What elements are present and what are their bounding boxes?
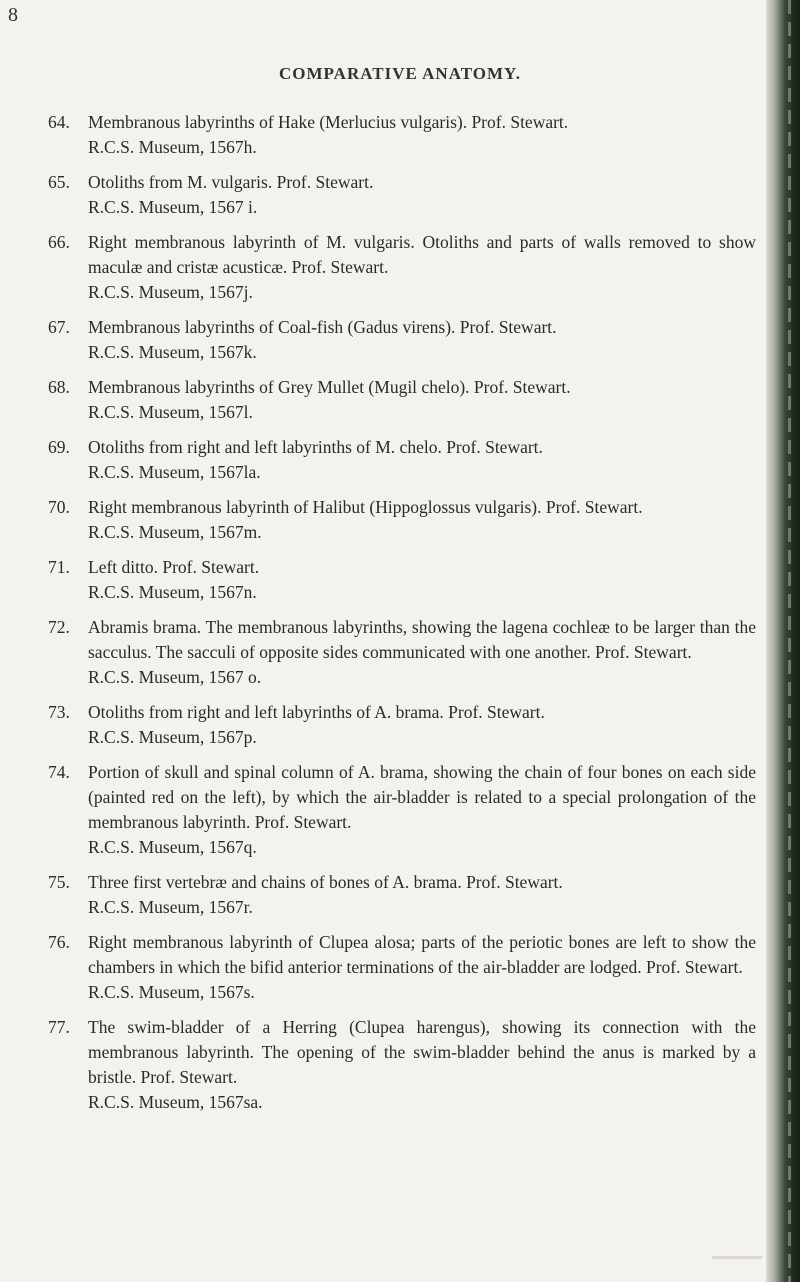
catalogue-entry	[48, 435, 756, 485]
entry-number: 76.	[48, 932, 70, 952]
entry-reference: R.C.S. Museum, 1567sa.	[88, 1092, 263, 1112]
entry-number: 69.	[48, 437, 70, 457]
entry-description: Otoliths from M. vulgaris. Prof. Stewart.	[88, 172, 374, 192]
entry-number: 66.	[48, 232, 70, 252]
entry-number: 65.	[48, 172, 70, 192]
entry-number: 64.	[48, 112, 70, 132]
catalogue-entries	[48, 110, 756, 1125]
entry-number: 71.	[48, 557, 70, 577]
entry-number: 74.	[48, 762, 70, 782]
entry-number: 72.	[48, 617, 70, 637]
catalogue-entry	[48, 555, 756, 605]
entry-reference: R.C.S. Museum, 1567 i.	[88, 197, 258, 217]
catalogue-entry	[48, 870, 756, 920]
catalogue-entry	[48, 615, 756, 690]
catalogue-entry	[48, 230, 756, 305]
catalogue-entry	[48, 760, 756, 860]
entry-number: 67.	[48, 317, 70, 337]
entry-description: Membranous labyrinths of Coal-fish (Gadus virens). Prof. Stewart.	[88, 317, 557, 337]
entry-reference: R.C.S. Museum, 1567 o.	[88, 667, 262, 687]
entry-reference: R.C.S. Museum, 1567h.	[88, 137, 257, 157]
entry-reference: R.C.S. Museum, 1567q.	[88, 837, 257, 857]
entry-reference: R.C.S. Museum, 1567k.	[88, 342, 257, 362]
entry-description: Right membranous labyrinth of Halibut (Hippoglossus vulgaris). Prof. Stewart.	[88, 497, 643, 517]
entry-reference: R.C.S. Museum, 1567n.	[88, 582, 257, 602]
entry-description: Right membranous labyrinth of Clupea alosa; parts of the periotic bones are left to show the chambers in which the bifid anterior terminations of the air-bladder are lodged. Prof. Stewart.	[88, 932, 756, 977]
catalogue-entry	[48, 315, 756, 365]
entry-number: 77.	[48, 1017, 70, 1037]
catalogue-entry	[48, 170, 756, 220]
entry-description: Otoliths from right and left labyrinths of A. brama. Prof. Stewart.	[88, 702, 545, 722]
entry-reference: R.C.S. Museum, 1567l.	[88, 402, 253, 422]
entry-description: Right membranous labyrinth of M. vulgaris. Otoliths and parts of walls removed to show maculæ and cristæ acusticæ. Prof. Stewart.	[88, 232, 756, 277]
entry-number: 70.	[48, 497, 70, 517]
entry-number: 75.	[48, 872, 70, 892]
catalogue-entry	[48, 700, 756, 750]
catalogue-entry	[48, 110, 756, 160]
catalogue-entry	[48, 375, 756, 425]
entry-reference: R.C.S. Museum, 1567m.	[88, 522, 262, 542]
entry-reference: R.C.S. Museum, 1567p.	[88, 727, 257, 747]
running-head: COMPARATIVE ANATOMY.	[279, 64, 521, 83]
entry-description: Otoliths from right and left labyrinths of M. chelo. Prof. Stewart.	[88, 437, 543, 457]
entry-reference: R.C.S. Museum, 1567j.	[88, 282, 253, 302]
paper-smudge	[712, 1256, 762, 1259]
catalogue-entry	[48, 495, 756, 545]
entry-description: Abramis brama. The membranous labyrinths, showing the lagena cochleæ to be larger than the sacculus. The sacculi of opposite sides communicated with one another. Prof. Stewart.	[88, 617, 756, 662]
entry-description: Left ditto. Prof. Stewart.	[88, 557, 260, 577]
entry-number: 68.	[48, 377, 70, 397]
entry-description: Three first vertebræ and chains of bones of A. brama. Prof. Stewart.	[88, 872, 563, 892]
binding-stitch	[788, 0, 791, 1282]
entry-number: 73.	[48, 702, 70, 722]
catalogue-entry	[48, 930, 756, 1005]
entry-reference: R.C.S. Museum, 1567r.	[88, 897, 253, 917]
entry-description: The swim-bladder of a Herring (Clupea harengus), showing its connection with the membranous labyrinth. The opening of the swim-bladder behind the anus is marked by a bristle. Prof. Stewart.	[88, 1017, 756, 1087]
book-binding-edge	[766, 0, 800, 1282]
entry-reference: R.C.S. Museum, 1567la.	[88, 462, 261, 482]
entry-reference: R.C.S. Museum, 1567s.	[88, 982, 255, 1002]
entry-description: Portion of skull and spinal column of A. brama, showing the chain of four bones on each side (painted red on the left), by which the air-bladder is related to a special prolongation of the membranous labyrinth. Prof. Stewart.	[88, 762, 756, 832]
page-number: 8	[8, 4, 18, 26]
catalogue-entry	[48, 1015, 756, 1115]
entry-description: Membranous labyrinths of Grey Mullet (Mugil chelo). Prof. Stewart.	[88, 377, 571, 397]
entry-description: Membranous labyrinths of Hake (Merlucius vulgaris). Prof. Stewart.	[88, 112, 569, 132]
